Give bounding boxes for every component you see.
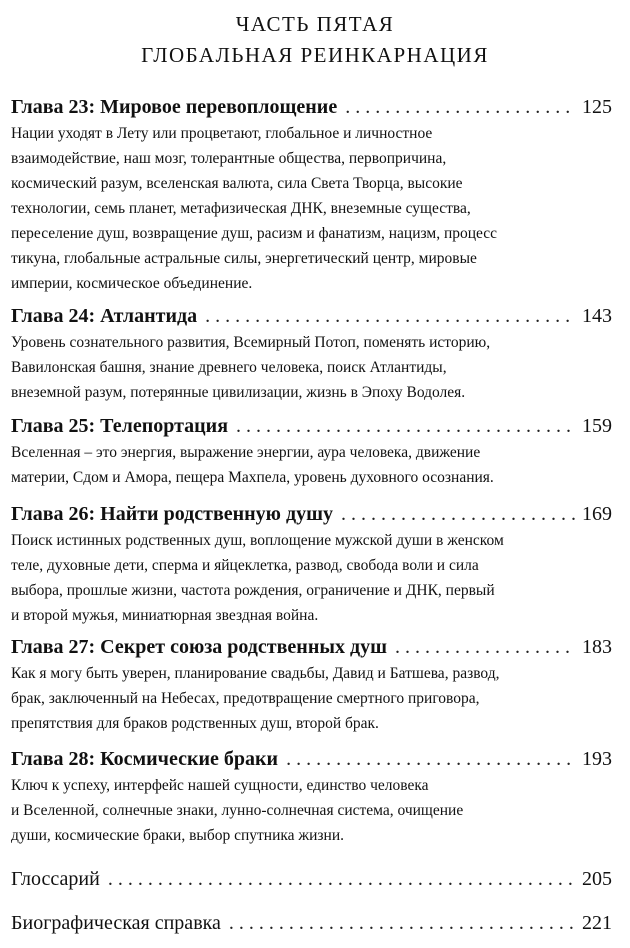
page-number: 183 bbox=[582, 636, 612, 658]
chapter-description: Поиск истинных родственных душ, воплощение мужской души в женском теле, духовные дети, сперма и яйцеклетка, развод, свобода воли и сила выбора, прошлые жизни, частота рождения, ограничение и ДНК, первый и второй мужья, миниатюрная звездная война. bbox=[11, 532, 504, 624]
page-number: 205 bbox=[582, 868, 612, 890]
entry-title: Биографическая справка bbox=[11, 912, 221, 934]
page-number: 159 bbox=[582, 415, 612, 437]
dot-leader bbox=[341, 504, 576, 524]
chapter-title: Глава 26: Найти родственную душу bbox=[11, 503, 333, 525]
page-number: 143 bbox=[582, 305, 612, 327]
part-title-heading: ГЛОБАЛЬНАЯ РЕИНКАРНАЦИЯ bbox=[141, 43, 489, 67]
page-number: 125 bbox=[582, 96, 612, 118]
chapter-description: Вселенная – это энергия, выражение энергии, аура человека, движение материи, Сдом и Амора, пещера Махпела, уровень духовного осознания. bbox=[11, 444, 494, 486]
dot-leader bbox=[205, 306, 576, 326]
dot-leader bbox=[229, 913, 576, 933]
toc-entry-chapter-28 bbox=[11, 749, 612, 769]
toc-entry-chapter-24 bbox=[11, 306, 612, 326]
chapter-description: Ключ к успеху, интерфейс нашей сущности, единство человека и Вселенной, солнечные знаки, лунно-солнечная система, очищение души, космические браки, выбор спутника жизни. bbox=[11, 777, 464, 844]
entry-title: Глоссарий bbox=[11, 868, 100, 890]
chapter-title: Глава 24: Атлантида bbox=[11, 305, 198, 327]
dot-leader bbox=[286, 749, 576, 769]
dot-leader bbox=[395, 637, 576, 657]
chapter-description: Уровень сознательного развития, Всемирный Потоп, поменять историю, Вавилонская башня, знание древнего человека, поиск Атлантиды, внеземной разум, потерянные цивилизации, жизнь в Эпоху Водолея. bbox=[11, 334, 491, 401]
toc-entry-biography bbox=[11, 913, 612, 933]
chapter-title: Глава 28: Космические браки bbox=[11, 748, 279, 770]
chapter-title: Глава 23: Мировое перевоплощение bbox=[11, 96, 338, 118]
dot-leader bbox=[345, 97, 576, 117]
page-number: 169 bbox=[582, 503, 612, 525]
toc-entry-chapter-26 bbox=[11, 504, 612, 524]
toc-entry-chapter-27 bbox=[11, 637, 612, 657]
toc-entry-chapter-25 bbox=[11, 416, 612, 436]
part-number-heading: ЧАСТЬ ПЯТАЯ bbox=[235, 12, 395, 36]
dot-leader bbox=[108, 869, 576, 889]
chapter-title: Глава 25: Телепортация bbox=[11, 415, 229, 437]
page-number: 221 bbox=[582, 912, 612, 934]
toc-entry-chapter-23 bbox=[11, 97, 612, 117]
page-number: 193 bbox=[582, 748, 612, 770]
dot-leader bbox=[236, 416, 576, 436]
toc-entry-glossary bbox=[11, 869, 612, 889]
chapter-description: Как я могу быть уверен, планирование свадьбы, Давид и Батшева, развод, брак, заключенный на Небесах, предотвращение смертного приговора, препятствия для браков родственных душ, второй брак. bbox=[11, 665, 500, 732]
chapter-description: Нации уходят в Лету или процветают, глобальное и личностное взаимодействие, наш мозг, толерантные общества, первопричина, космический разум, вселенская валюта, сила Света Творца, высокие технологии, семь планет, метафизическая ДНК, внеземные существа, переселение душ, возвращение душ, расизм и фанатизм, нацизм, процесс тикуна, глобальные астральные силы, энергетический центр, мировые империи, космическое объединение. bbox=[11, 125, 498, 292]
chapter-title: Глава 27: Секрет союза родственных душ bbox=[11, 636, 387, 658]
